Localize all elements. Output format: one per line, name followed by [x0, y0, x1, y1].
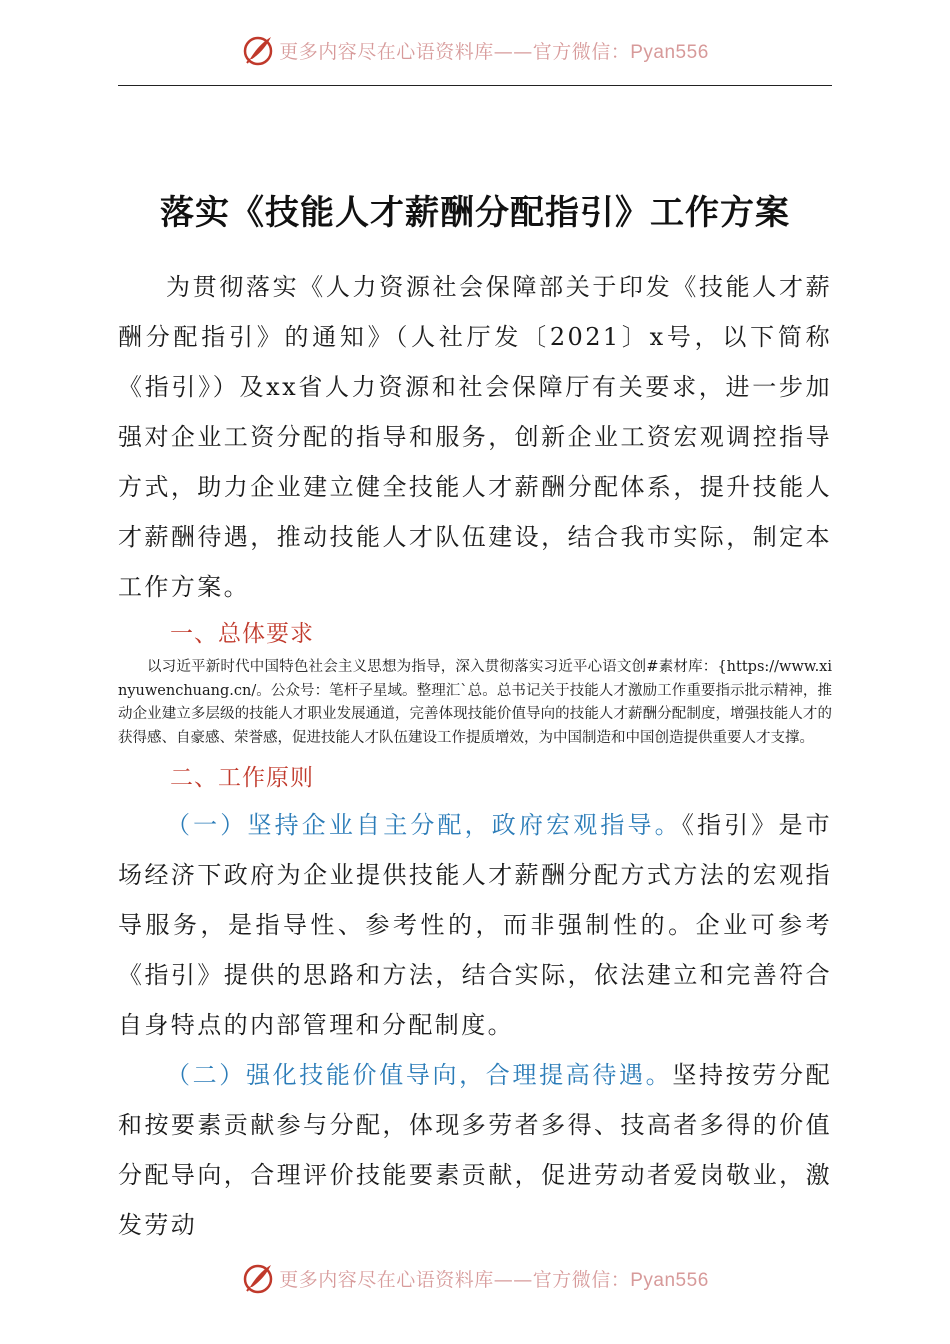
footer-banner-text: 更多内容尽在心语资料库——官方微信：Pyan556: [279, 1268, 709, 1291]
principle-2-text: 坚持按劳分配和按要素贡献参与分配，体现多劳者多得、技高者多得的价值分配导向，合理评价技能要素贡献，促进劳动者爱岗敬业，激发劳动: [118, 1061, 832, 1239]
principle-2-paragraph: [118, 1050, 832, 1250]
section-heading-2: 二、工作原则: [170, 765, 314, 791]
intro-paragraph: 为贯彻落实《人力资源社会保障部关于印发《技能人才薪酬分配指引》的通知》（人社厅发〔2021〕x号，以下简称《指引》）及xx省人力资源和社会保障厅有关要求，进一步加强对企业工资分配的指导和服务，创新企业工资宏观调控指导方式，助力企业建立健全技能人才薪酬分配体系，提升技能人才薪酬待遇，推动技能人才队伍建设，结合我市实际，制定本工作方案。: [118, 273, 832, 601]
document-body: [118, 262, 832, 1250]
principle-1-heading: （一）坚持企业自主分配，政府宏观指导。: [166, 811, 682, 839]
feather-circle-logo-icon: [241, 1261, 275, 1295]
header-banner: [0, 30, 950, 70]
section-heading-1: 一、总体要求: [170, 621, 314, 647]
footer-banner: [0, 1258, 950, 1298]
header-banner-text: 更多内容尽在心语资料库——官方微信：Pyan556: [279, 40, 709, 63]
header-divider: [118, 85, 832, 86]
document-title: 落实《技能人才薪酬分配指引》工作方案: [160, 193, 790, 233]
principle-2-heading: （二）强化技能价值导向，合理提高待遇。: [166, 1061, 673, 1089]
section-1-paragraph: 以习近平新时代中国特色社会主义思想为指导，深入贯彻落实习近平心语文创#素材库：{https://www.xinyuwenchuang.cn/。公众号：笔杆子星域。整理汇`总。总书记关于技能人才激励工作重要指示批示精神，推动企业建立多层级的技能人才职业发展通道，完善体现技能价值导向的技能人才薪酬分配制度，增强技能人才的获得感、自豪感、荣誉感，促进技能人才队伍建设工作提质增效，为中国制造和中国创造提供重要人才支撑。: [118, 659, 832, 746]
principle-1-text: 《指引》是市场经济下政府为企业提供技能人才薪酬分配方式方法的宏观指导服务，是指导性、参考性的，而非强制性的。企业可参考《指引》提供的思路和方法，结合实际，依法建立和完善符合自身特点的内部管理和分配制度。: [118, 811, 832, 1039]
feather-circle-logo-icon: [241, 33, 275, 67]
principle-1-paragraph: [118, 800, 832, 1050]
